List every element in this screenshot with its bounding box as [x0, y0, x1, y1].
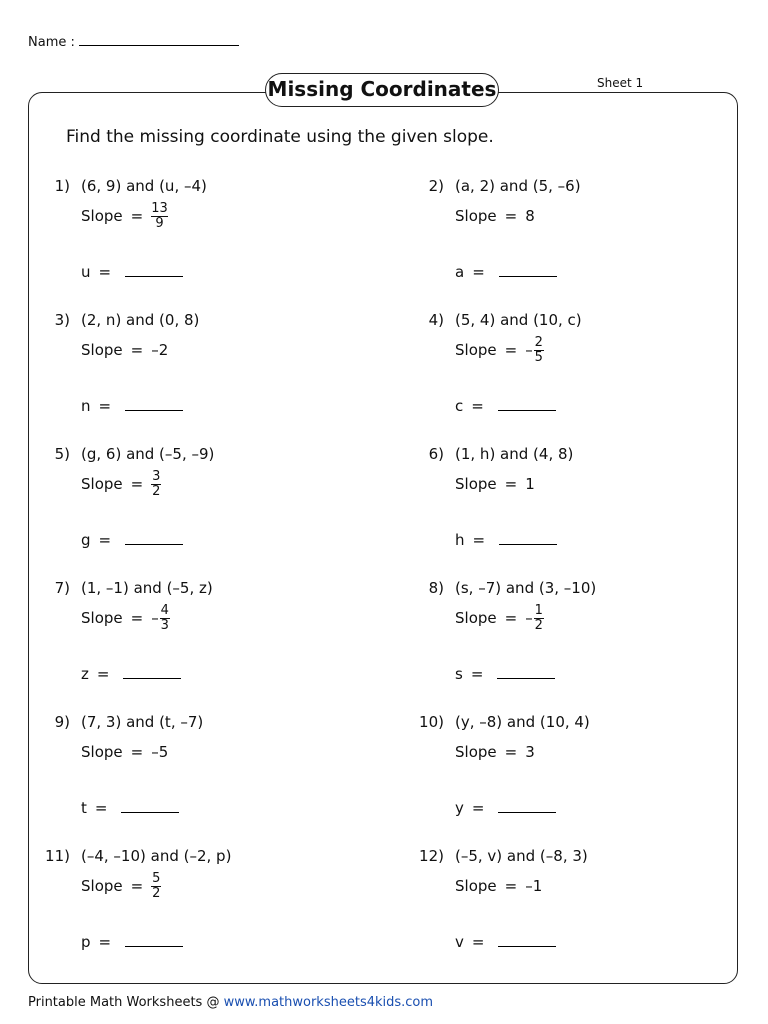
answer-blank[interactable] — [499, 264, 557, 277]
answer-row — [81, 397, 183, 415]
equals-sign: = — [471, 397, 484, 415]
equals-sign: = — [470, 665, 484, 683]
slope-label: Slope — [81, 743, 123, 761]
slope-label: Slope — [455, 743, 497, 761]
slope-label: Slope — [455, 207, 497, 225]
equals-sign: = — [98, 263, 112, 281]
equals-sign: = — [96, 665, 110, 683]
answer-blank[interactable] — [125, 532, 183, 545]
answer-variable: t — [81, 799, 87, 817]
problem-6 — [408, 445, 728, 565]
equals-sign: = — [504, 475, 518, 493]
equals-sign: = — [472, 531, 486, 549]
answer-row — [455, 397, 556, 415]
answer-row — [455, 665, 555, 683]
equals-sign: = — [471, 799, 485, 817]
slope-label: Slope — [81, 207, 123, 225]
instruction: Find the missing coordinate using the given slope. — [66, 127, 494, 147]
name-line[interactable] — [79, 33, 239, 46]
slope-label: Slope — [81, 609, 123, 627]
slope-denominator: 2 — [152, 885, 161, 901]
slope-denominator: 9 — [155, 215, 164, 231]
answer-variable: s — [455, 665, 463, 683]
answer-variable: u — [81, 263, 91, 281]
slope-label: Slope — [455, 609, 497, 627]
problem-points: (g, 6) and (–5, –9) — [81, 445, 215, 463]
slope-label: Slope — [455, 475, 497, 493]
problem-slope — [81, 339, 168, 361]
problem-3 — [34, 311, 354, 431]
equals-sign: = — [130, 341, 144, 359]
equals-sign: = — [130, 743, 144, 761]
answer-row — [455, 263, 557, 281]
answer-variable: p — [81, 933, 91, 951]
problem-slope — [455, 875, 542, 897]
equals-sign: = — [98, 933, 112, 951]
problem-slope — [455, 334, 544, 365]
problem-slope — [455, 205, 535, 227]
equals-sign: = — [130, 609, 144, 627]
problem-number: 6) — [428, 445, 444, 463]
problem-points: (2, n) and (0, 8) — [81, 311, 200, 329]
problem-points: (7, 3) and (t, –7) — [81, 713, 204, 731]
slope-numerator: 3 — [152, 468, 161, 484]
answer-row — [81, 799, 179, 817]
answer-row — [455, 531, 557, 549]
equals-sign: = — [130, 877, 144, 895]
footer-link[interactable]: www.mathworksheets4kids.com — [223, 995, 434, 1010]
page-title: Missing Coordinates — [265, 73, 499, 107]
slope-value: 3 — [525, 743, 535, 761]
slope-label: Slope — [455, 877, 497, 895]
problem-points: (–5, v) and (–8, 3) — [455, 847, 588, 865]
problem-points: (1, –1) and (–5, z) — [81, 579, 213, 597]
problem-slope — [81, 741, 168, 763]
slope-fraction — [151, 872, 161, 901]
problem-points: (y, –8) and (10, 4) — [455, 713, 590, 731]
equals-sign: = — [504, 341, 518, 359]
slope-value: 1 — [525, 475, 535, 493]
problem-points: (1, h) and (4, 8) — [455, 445, 574, 463]
slope-sign: – — [525, 609, 533, 627]
equals-sign: = — [98, 531, 112, 549]
problem-number: 8) — [428, 579, 444, 597]
problem-5 — [34, 445, 354, 565]
problem-number: 11) — [45, 847, 70, 865]
name-field — [28, 33, 239, 50]
equals-sign: = — [504, 743, 518, 761]
slope-denominator: 5 — [534, 349, 543, 365]
answer-row — [81, 263, 183, 281]
answer-blank[interactable] — [121, 800, 179, 813]
slope-sign: – — [525, 341, 533, 359]
slope-value: 8 — [525, 207, 535, 225]
problem-slope — [81, 870, 161, 901]
answer-variable: v — [455, 933, 464, 951]
problem-slope — [455, 741, 535, 763]
answer-variable: c — [455, 397, 464, 415]
answer-blank[interactable] — [497, 666, 555, 679]
answer-row — [455, 933, 556, 951]
slope-label: Slope — [81, 475, 123, 493]
answer-blank[interactable] — [499, 532, 557, 545]
slope-numerator: 1 — [534, 602, 543, 618]
slope-label: Slope — [81, 877, 123, 895]
problem-2 — [408, 177, 728, 297]
slope-fraction — [160, 604, 170, 633]
equals-sign: = — [471, 933, 485, 951]
answer-blank[interactable] — [498, 934, 556, 947]
answer-blank[interactable] — [123, 666, 181, 679]
problem-11 — [34, 847, 354, 967]
answer-row — [81, 531, 183, 549]
problem-number: 4) — [428, 311, 444, 329]
problem-10 — [408, 713, 728, 833]
answer-variable: h — [455, 531, 465, 549]
equals-sign: = — [130, 475, 144, 493]
slope-denominator: 2 — [534, 617, 543, 633]
problem-points: (s, –7) and (3, –10) — [455, 579, 597, 597]
slope-value: –2 — [151, 341, 169, 359]
slope-numerator: 13 — [151, 200, 168, 216]
problem-points: (6, 9) and (u, –4) — [81, 177, 207, 195]
slope-sign: – — [151, 609, 159, 627]
equals-sign: = — [94, 799, 108, 817]
problem-8 — [408, 579, 728, 699]
answer-variable: n — [81, 397, 91, 415]
problem-points: (a, 2) and (5, –6) — [455, 177, 581, 195]
problem-number: 9) — [54, 713, 70, 731]
problem-1 — [34, 177, 354, 297]
equals-sign: = — [504, 877, 518, 895]
answer-variable: y — [455, 799, 464, 817]
slope-label: Slope — [81, 341, 123, 359]
problem-4 — [408, 311, 728, 431]
answer-variable: g — [81, 531, 91, 549]
answer-blank[interactable] — [498, 800, 556, 813]
answer-variable: z — [81, 665, 89, 683]
answer-blank[interactable] — [125, 264, 183, 277]
slope-numerator: 4 — [160, 602, 169, 618]
problem-points: (5, 4) and (10, c) — [455, 311, 582, 329]
equals-sign: = — [504, 609, 518, 627]
equals-sign: = — [472, 263, 485, 281]
slope-fraction — [534, 604, 544, 633]
equals-sign: = — [504, 207, 518, 225]
slope-fraction — [534, 336, 544, 365]
problem-number: 7) — [54, 579, 70, 597]
slope-label: Slope — [455, 341, 497, 359]
slope-numerator: 2 — [534, 334, 543, 350]
answer-row — [81, 665, 181, 683]
name-label: Name : — [28, 35, 75, 50]
equals-sign: = — [98, 397, 112, 415]
footer-text: Printable Math Worksheets @ — [28, 995, 224, 1010]
problem-number: 1) — [54, 177, 70, 195]
slope-fraction — [151, 202, 168, 231]
slope-denominator: 3 — [160, 617, 169, 633]
answer-variable: a — [455, 263, 465, 281]
answer-row — [81, 933, 183, 951]
problem-slope — [81, 200, 168, 231]
problem-7 — [34, 579, 354, 699]
answer-blank[interactable] — [125, 398, 183, 411]
problem-number: 3) — [54, 311, 70, 329]
answer-blank[interactable] — [498, 398, 556, 411]
footer — [28, 995, 433, 1010]
problem-9 — [34, 713, 354, 833]
problem-slope — [81, 602, 170, 633]
slope-denominator: 2 — [152, 483, 161, 499]
problem-slope — [455, 602, 544, 633]
slope-value: –5 — [151, 743, 169, 761]
problem-slope — [81, 468, 161, 499]
equals-sign: = — [130, 207, 144, 225]
problem-number: 10) — [419, 713, 444, 731]
answer-blank[interactable] — [125, 934, 183, 947]
slope-fraction — [151, 470, 161, 499]
problem-slope — [455, 473, 535, 495]
problem-number: 2) — [428, 177, 444, 195]
problem-number: 5) — [54, 445, 70, 463]
answer-row — [455, 799, 556, 817]
problem-points: (–4, –10) and (–2, p) — [81, 847, 232, 865]
problem-12 — [408, 847, 728, 967]
sheet-label: Sheet 1 — [597, 76, 644, 90]
problem-number: 12) — [419, 847, 444, 865]
slope-numerator: 5 — [152, 870, 161, 886]
slope-value: –1 — [525, 877, 543, 895]
